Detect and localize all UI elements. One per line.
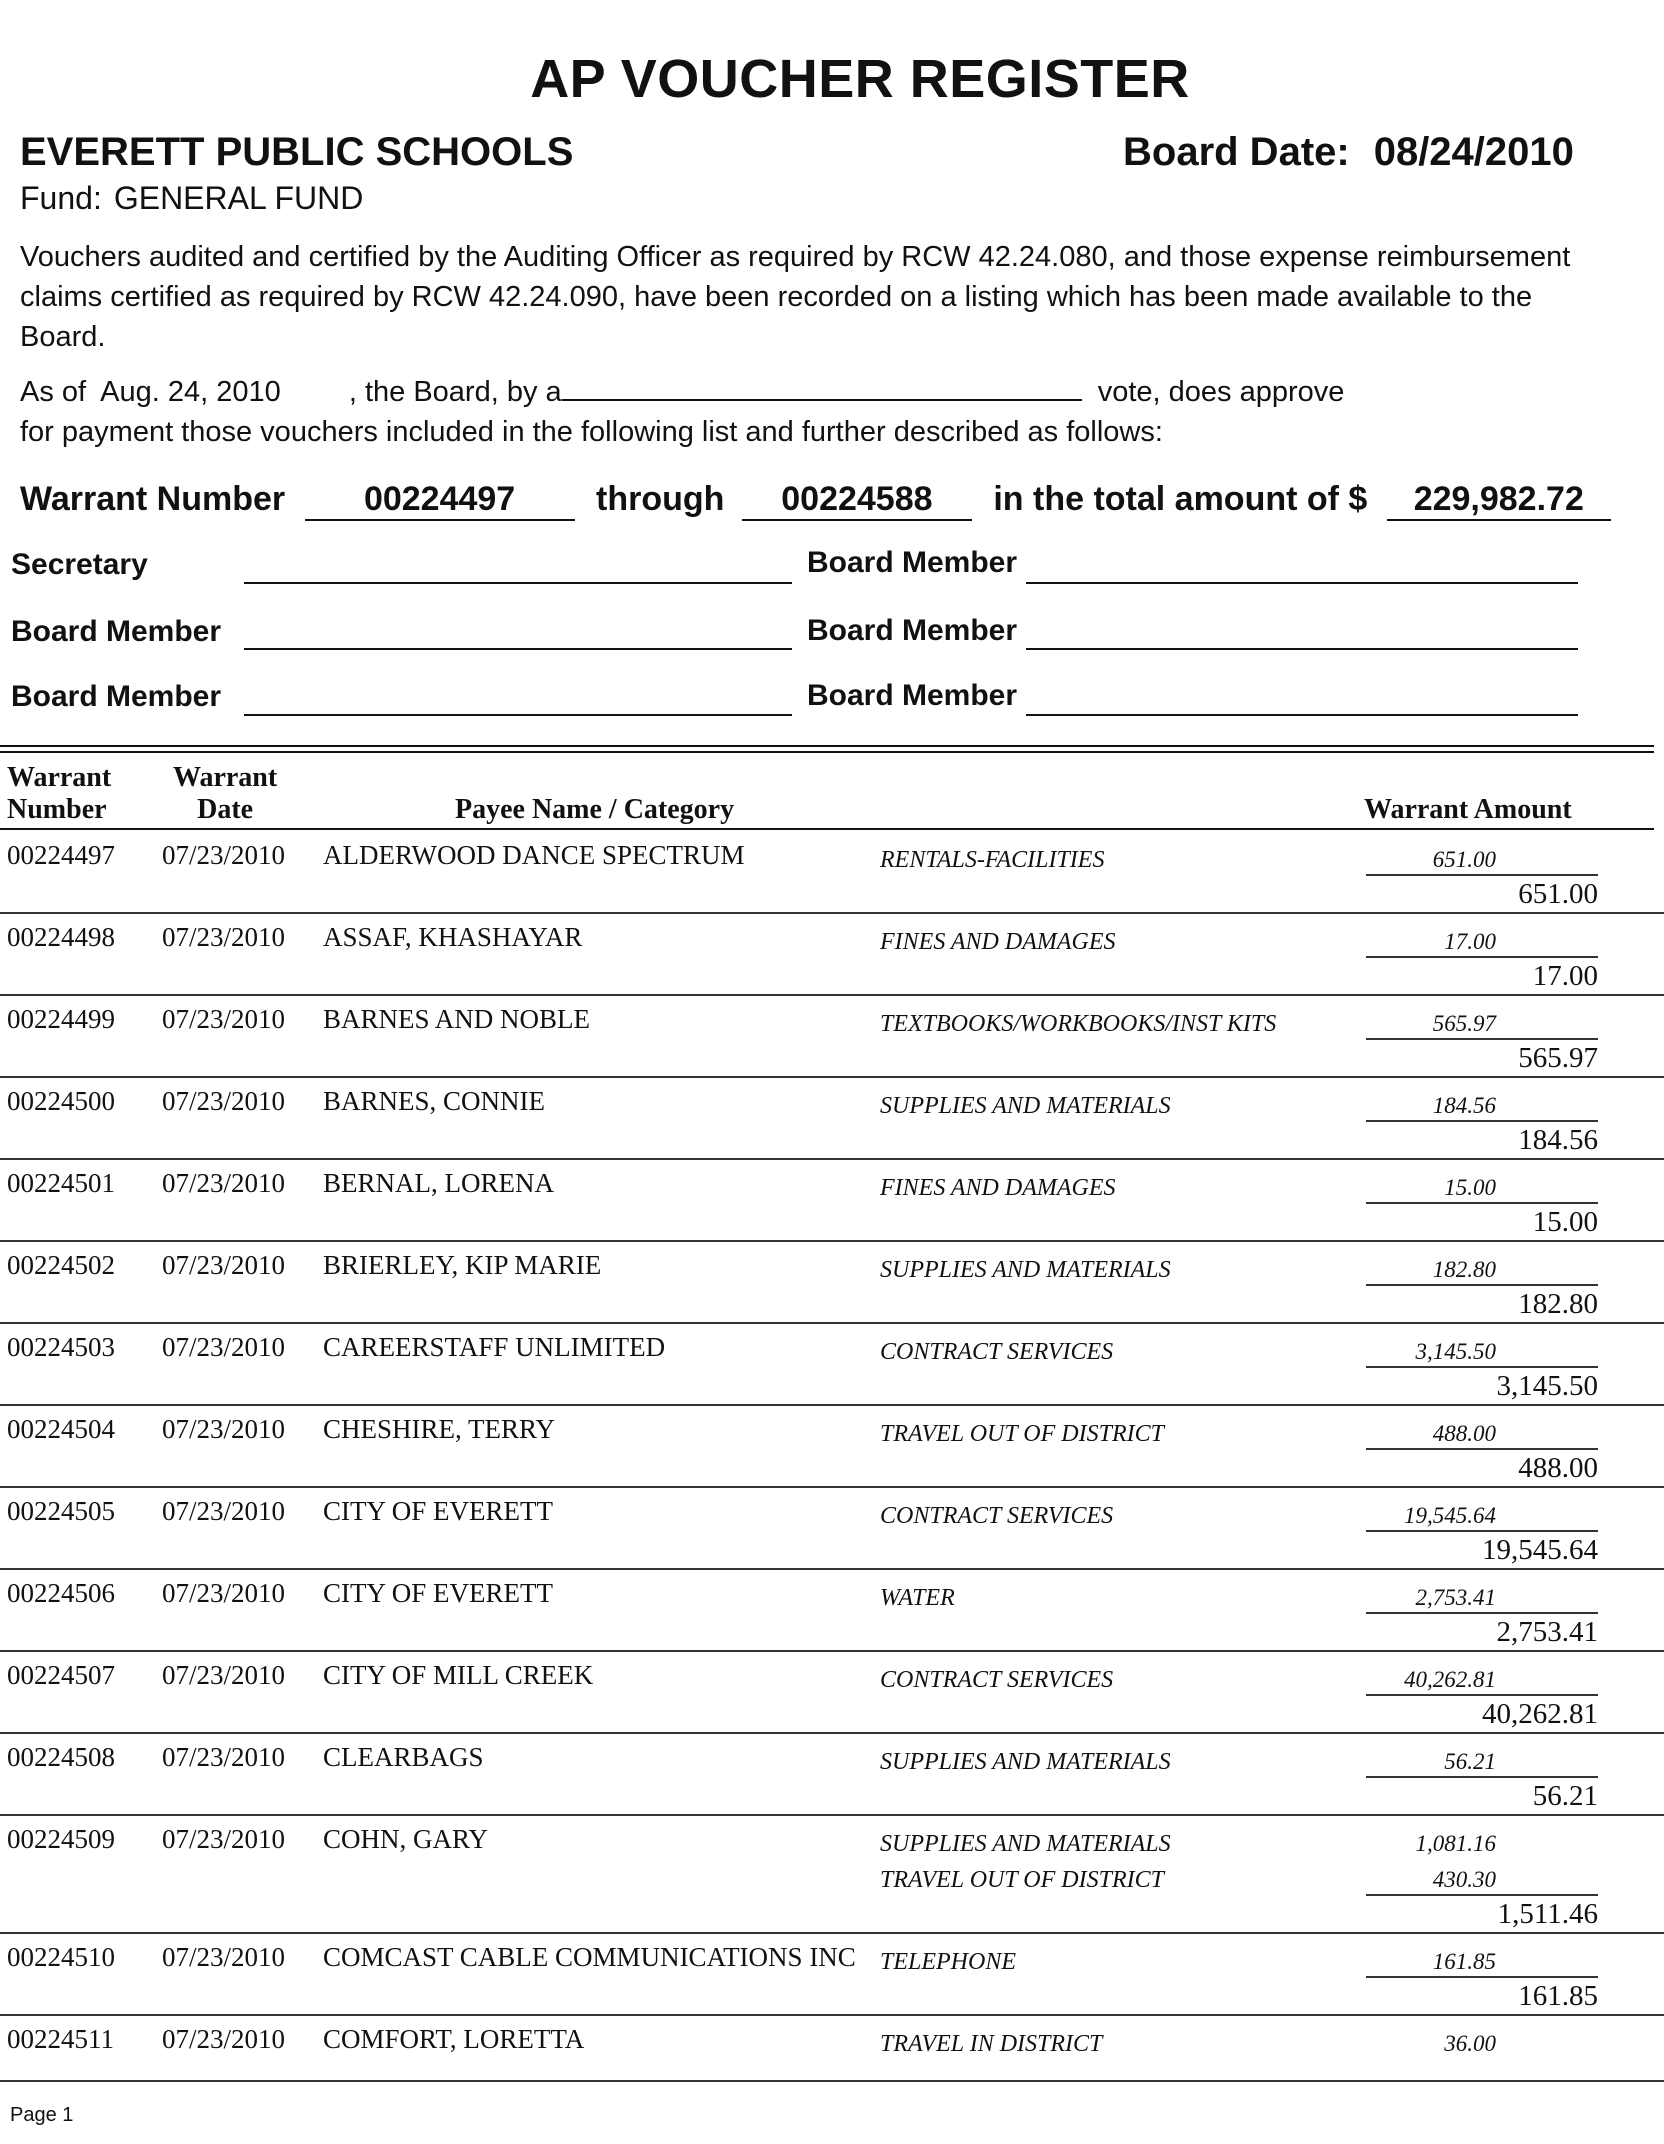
warrant-number: 00224507 <box>7 1660 115 1690</box>
warrant-date: 07/23/2010 <box>162 1004 286 1034</box>
payee-name: BERNAL, LORENA <box>323 1168 554 1198</box>
header-line: Warrant <box>7 762 112 793</box>
category-list <box>880 1006 1276 1042</box>
line-amount: 161.85 <box>1432 1949 1496 1974</box>
warrant-total: 182.80 <box>1518 1288 1598 1320</box>
category: SUPPLIES AND MATERIALS <box>880 1749 1171 1775</box>
category: RENTALS-FACILITIES <box>880 847 1105 873</box>
category: TEXTBOOKS/WORKBOOKS/INST KITS <box>880 1011 1277 1037</box>
table-row <box>0 832 1664 914</box>
line-amount: 15.00 <box>1444 1175 1496 1200</box>
secretary-label: Secretary <box>11 548 148 581</box>
warrant-total: 40,262.81 <box>1482 1698 1598 1730</box>
warrant-total: 565.97 <box>1518 1042 1598 1074</box>
payee-name: ALDERWOOD DANCE SPECTRUM <box>323 840 745 870</box>
line-amount: 430.30 <box>1432 1867 1496 1892</box>
table-row <box>0 1488 1664 1570</box>
board-member-label: Board Member <box>11 615 222 648</box>
warrant-date: 07/23/2010 <box>162 1414 286 1444</box>
warrant-number: 00224503 <box>7 1332 115 1362</box>
warrant-number: 00224511 <box>7 2024 114 2054</box>
subtotal-rule <box>1366 1976 1598 1978</box>
warrant-date: 07/23/2010 <box>162 2024 286 2054</box>
divider <box>0 745 1654 747</box>
category: WATER <box>880 1585 955 1611</box>
category-list <box>880 1088 1171 1124</box>
category-list <box>880 842 1104 878</box>
category-list <box>880 1944 1016 1980</box>
warrant-number: 00224502 <box>7 1250 115 1280</box>
category-list <box>880 1416 1164 1452</box>
line-amount: 651.00 <box>1432 847 1496 872</box>
category-list <box>880 2026 1102 2062</box>
warrant-date: 07/23/2010 <box>162 1332 286 1362</box>
header-divider <box>0 828 1654 830</box>
table-row <box>0 1324 1664 1406</box>
page-title: AP VOUCHER REGISTER <box>530 49 1190 109</box>
line-amounts <box>1366 1334 1496 1370</box>
table-row <box>0 1570 1664 1652</box>
column-header-amount: Warrant Amount <box>1364 794 1572 825</box>
category-list <box>880 1170 1116 1206</box>
warrant-number-label: Warrant Number <box>20 480 286 518</box>
subtotal-rule <box>1366 1120 1598 1122</box>
board-member-signature-line <box>1026 582 1578 584</box>
payee-name: ASSAF, KHASHAYAR <box>323 922 583 952</box>
table-row <box>0 1406 1664 1488</box>
line-amounts <box>1366 1170 1496 1206</box>
voucher-table <box>0 832 1664 2082</box>
payee-name: COMCAST CABLE COMMUNICATIONS INC <box>323 1942 856 1972</box>
line-amounts <box>1366 1826 1496 1898</box>
as-of-date: Aug. 24, 2010 <box>100 376 281 408</box>
category-list <box>880 924 1116 960</box>
header-line: Number <box>7 794 107 825</box>
category: TRAVEL IN DISTRICT <box>880 2031 1103 2057</box>
warrant-summary <box>20 480 1611 521</box>
warrant-total: 184.56 <box>1518 1124 1598 1156</box>
category: TRAVEL OUT OF DISTRICT <box>880 1867 1164 1893</box>
vote-blank <box>562 375 1082 401</box>
line-amounts <box>1366 1252 1496 1288</box>
as-of-label: As of <box>20 376 87 408</box>
warrant-total: 56.21 <box>1532 1780 1598 1812</box>
payee-name: BARNES, CONNIE <box>323 1086 546 1116</box>
warrant-number: 00224498 <box>7 922 115 952</box>
table-row <box>0 914 1664 996</box>
category: CONTRACT SERVICES <box>880 1339 1114 1365</box>
warrant-total: 19,545.64 <box>1482 1534 1598 1566</box>
payee-name: CITY OF EVERETT <box>323 1578 553 1608</box>
line-amounts <box>1366 1580 1496 1616</box>
subtotal-rule <box>1366 1776 1598 1778</box>
board-date-value: 08/24/2010 <box>1373 130 1574 174</box>
category: CONTRACT SERVICES <box>880 1503 1114 1529</box>
board-member-signature-line <box>244 648 792 650</box>
warrant-number: 00224499 <box>7 1004 115 1034</box>
category-list <box>880 1662 1113 1698</box>
header-line: Warrant <box>173 762 278 793</box>
payee-name: CITY OF MILL CREEK <box>323 1660 594 1690</box>
line-amount: 17.00 <box>1444 929 1496 954</box>
subtotal-rule <box>1366 1202 1598 1204</box>
fund-label: Fund: <box>20 180 102 216</box>
table-row <box>0 1652 1664 1734</box>
category-list <box>880 1498 1113 1534</box>
category-list <box>880 1826 1171 1898</box>
category: FINES AND DAMAGES <box>880 1175 1116 1201</box>
category: SUPPLIES AND MATERIALS <box>880 1831 1171 1857</box>
fund <box>20 180 363 217</box>
column-header-warrant-number <box>7 762 111 826</box>
board-member-label: Board Member <box>807 614 1018 647</box>
approval-line-2: for payment those vouchers included in the following list and further described as follows: <box>20 416 1163 448</box>
warrant-number: 00224500 <box>7 1086 115 1116</box>
subtotal-rule <box>1366 874 1598 876</box>
payee-name: BARNES AND NOBLE <box>323 1004 591 1034</box>
table-row <box>0 996 1664 1078</box>
category-list <box>880 1580 955 1616</box>
payee-name: CHESHIRE, TERRY <box>323 1414 556 1444</box>
board-member-signature-line <box>1026 714 1578 716</box>
by-a-text: , the Board, by a <box>348 376 562 408</box>
subtotal-rule <box>1366 1284 1598 1286</box>
total-amount-label: in the total amount of $ <box>993 480 1368 518</box>
line-amounts <box>1366 924 1496 960</box>
table-row <box>0 1734 1664 1816</box>
payee-name: COMFORT, LORETTA <box>323 2024 585 2054</box>
subtotal-rule <box>1366 1448 1598 1450</box>
board-member-label: Board Member <box>807 546 1018 579</box>
subtotal-rule <box>1366 1530 1598 1532</box>
warrant-number: 00224509 <box>7 1824 115 1854</box>
line-amount: 56.21 <box>1444 1749 1496 1774</box>
subtotal-rule <box>1366 1894 1598 1896</box>
line-amounts <box>1366 1744 1496 1780</box>
warrant-date: 07/23/2010 <box>162 1942 286 1972</box>
warrant-total: 17.00 <box>1532 960 1598 992</box>
line-amounts <box>1366 1662 1496 1698</box>
column-header-payee: Payee Name / Category <box>455 794 735 825</box>
board-member-signature-line <box>244 714 792 716</box>
warrant-number: 00224504 <box>7 1414 115 1444</box>
board-date-label: Board Date: <box>1123 130 1350 174</box>
line-amount: 184.56 <box>1432 1093 1496 1118</box>
warrant-to: 00224588 <box>742 480 972 521</box>
category: SUPPLIES AND MATERIALS <box>880 1257 1171 1283</box>
warrant-number: 00224497 <box>7 840 115 870</box>
table-row <box>0 1242 1664 1324</box>
line-amounts <box>1366 1088 1496 1124</box>
line-amounts <box>1366 1498 1496 1534</box>
line-amounts <box>1366 842 1496 878</box>
warrant-from: 00224497 <box>305 480 575 521</box>
through-label: through <box>596 480 725 518</box>
payee-name: COHN, GARY <box>323 1824 489 1854</box>
category: CONTRACT SERVICES <box>880 1667 1114 1693</box>
line-amount: 19,545.64 <box>1404 1503 1496 1528</box>
board-member-label: Board Member <box>807 679 1018 712</box>
payee-name: BRIERLEY, KIP MARIE <box>323 1250 602 1280</box>
line-amount: 182.80 <box>1432 1257 1496 1282</box>
line-amounts <box>1366 1944 1496 1980</box>
warrant-date: 07/23/2010 <box>162 1824 286 1854</box>
board-date <box>1123 130 1574 175</box>
warrant-total: 1,511.46 <box>1497 1898 1598 1930</box>
line-amount: 36.00 <box>1444 2031 1496 2056</box>
subtotal-rule <box>1366 1366 1598 1368</box>
warrant-date: 07/23/2010 <box>162 922 286 952</box>
warrant-number: 00224510 <box>7 1942 115 1972</box>
subtotal-rule <box>1366 956 1598 958</box>
board-member-signature-line <box>1026 648 1578 650</box>
warrant-total: 15.00 <box>1532 1206 1598 1238</box>
line-amount: 565.97 <box>1432 1011 1496 1036</box>
category: TRAVEL OUT OF DISTRICT <box>880 1421 1164 1447</box>
line-amount: 3,145.50 <box>1415 1339 1496 1364</box>
category-list <box>880 1334 1113 1370</box>
category-list <box>880 1252 1171 1288</box>
warrant-total: 488.00 <box>1518 1452 1598 1484</box>
line-amount: 488.00 <box>1432 1421 1496 1446</box>
line-amounts <box>1366 1416 1496 1452</box>
warrant-date: 07/23/2010 <box>162 1660 286 1690</box>
approval-line <box>20 375 1344 409</box>
payee-name: CAREERSTAFF UNLIMITED <box>323 1332 666 1362</box>
column-header-warrant-date <box>173 762 277 826</box>
divider <box>0 751 1654 753</box>
subtotal-rule <box>1366 1612 1598 1614</box>
vote-text: vote, does approve <box>1097 376 1345 408</box>
table-row <box>0 2016 1664 2082</box>
warrant-number: 00224508 <box>7 1742 115 1772</box>
line-amounts <box>1366 2026 1496 2062</box>
category-list <box>880 1744 1171 1780</box>
warrant-number: 00224506 <box>7 1578 115 1608</box>
total-amount: 229,982.72 <box>1387 480 1611 521</box>
header-line: Date <box>197 794 254 825</box>
warrant-date: 07/23/2010 <box>162 1250 286 1280</box>
warrant-date: 07/23/2010 <box>162 1742 286 1772</box>
subtotal-rule <box>1366 1038 1598 1040</box>
table-row <box>0 1934 1664 2016</box>
certification-text: Vouchers audited and certified by the Auditing Officer as required by RCW 42.24.080, and those expense reimbursement claims certified as required by RCW 42.24.090, have been recorded on a listing which has been made available to the Board. <box>20 241 1571 353</box>
subtotal-rule <box>1366 1694 1598 1696</box>
line-amounts <box>1366 1006 1496 1042</box>
line-amount: 2,753.41 <box>1415 1585 1496 1610</box>
table-row <box>0 1078 1664 1160</box>
table-row <box>0 1816 1664 1934</box>
warrant-date: 07/23/2010 <box>162 840 286 870</box>
warrant-total: 2,753.41 <box>1496 1616 1598 1648</box>
secretary-signature-line <box>244 582 792 584</box>
category: TELEPHONE <box>880 1949 1017 1975</box>
district-name: EVERETT PUBLIC SCHOOLS <box>20 130 574 174</box>
payee-name: CLEARBAGS <box>323 1742 484 1772</box>
fund-value: GENERAL FUND <box>113 180 364 216</box>
category: FINES AND DAMAGES <box>880 929 1116 955</box>
warrant-number: 00224501 <box>7 1168 115 1198</box>
line-amount: 1,081.16 <box>1415 1831 1496 1856</box>
category: SUPPLIES AND MATERIALS <box>880 1093 1171 1119</box>
warrant-date: 07/23/2010 <box>162 1168 286 1198</box>
page-number: Page 1 <box>10 2104 74 2126</box>
warrant-number: 00224505 <box>7 1496 115 1526</box>
payee-name: CITY OF EVERETT <box>323 1496 553 1526</box>
warrant-total: 651.00 <box>1518 878 1598 910</box>
warrant-total: 161.85 <box>1518 1980 1598 2012</box>
table-row <box>0 1160 1664 1242</box>
warrant-date: 07/23/2010 <box>162 1086 286 1116</box>
warrant-date: 07/23/2010 <box>162 1578 286 1608</box>
line-amount: 40,262.81 <box>1404 1667 1496 1692</box>
warrant-date: 07/23/2010 <box>162 1496 286 1526</box>
warrant-total: 3,145.50 <box>1496 1370 1598 1402</box>
board-member-label: Board Member <box>11 680 222 713</box>
